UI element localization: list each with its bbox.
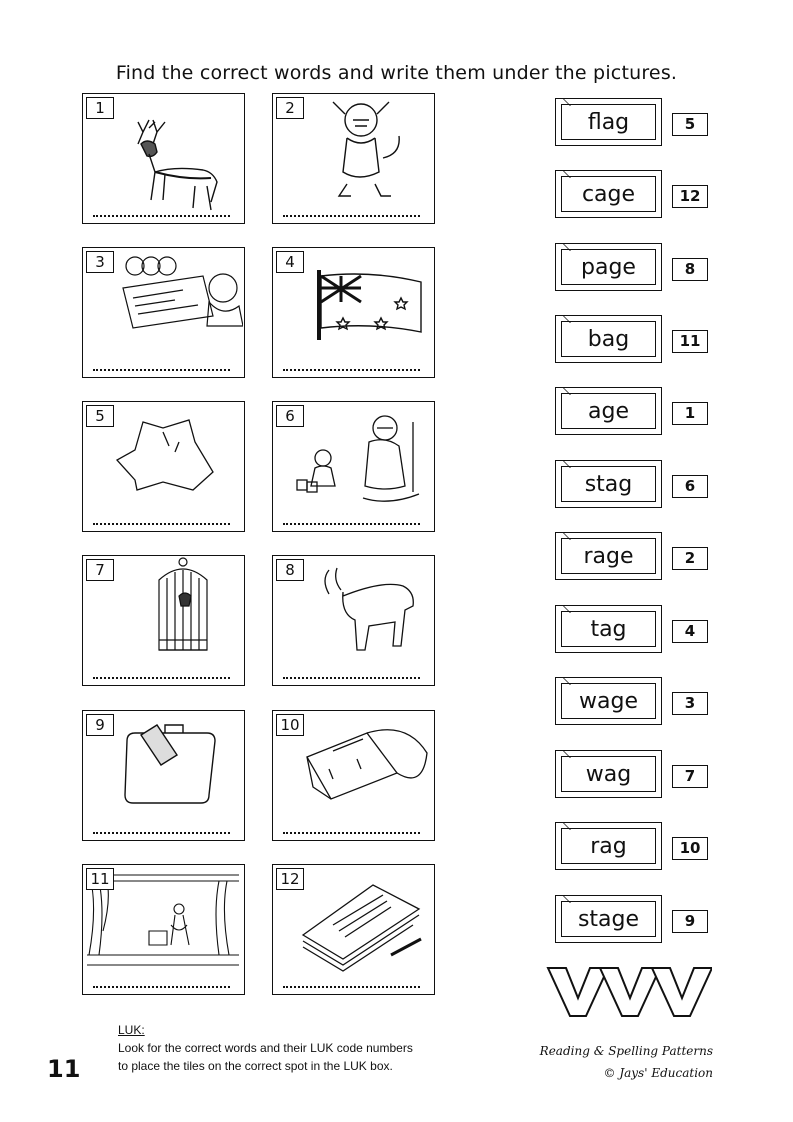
luk-code: 1 bbox=[672, 402, 708, 425]
luk-code: 6 bbox=[672, 475, 708, 498]
word-tile[interactable] bbox=[555, 387, 662, 435]
word-tile[interactable] bbox=[555, 532, 662, 580]
word-tile[interactable] bbox=[555, 170, 662, 218]
luk-code: 2 bbox=[672, 547, 708, 570]
tile-word: wage bbox=[561, 683, 656, 719]
picture-box-4 bbox=[272, 247, 435, 378]
tile-word: cage bbox=[561, 176, 656, 212]
vvv-logo-icon bbox=[546, 964, 712, 1020]
answer-line[interactable] bbox=[93, 215, 230, 217]
answer-line[interactable] bbox=[283, 369, 420, 371]
picture-number: 3 bbox=[86, 251, 114, 273]
luk-code: 10 bbox=[672, 837, 708, 860]
picture-box-11 bbox=[82, 864, 245, 995]
luk-code: 8 bbox=[672, 258, 708, 281]
page-number: 11 bbox=[47, 1055, 81, 1083]
picture-number: 10 bbox=[276, 714, 304, 736]
luk-code: 4 bbox=[672, 620, 708, 643]
luk-instructions bbox=[118, 1021, 413, 1075]
answer-line[interactable] bbox=[283, 986, 420, 988]
picture-box-12 bbox=[272, 864, 435, 995]
tile-word: stag bbox=[561, 466, 656, 502]
luk-code: 7 bbox=[672, 765, 708, 788]
tile-word: rag bbox=[561, 828, 656, 864]
tile-word: flag bbox=[561, 104, 656, 140]
word-tile[interactable] bbox=[555, 895, 662, 943]
tile-word: stage bbox=[561, 901, 656, 937]
answer-line[interactable] bbox=[93, 523, 230, 525]
picture-number: 2 bbox=[276, 97, 304, 119]
picture-number: 7 bbox=[86, 559, 114, 581]
answer-line[interactable] bbox=[283, 832, 420, 834]
answer-line[interactable] bbox=[283, 215, 420, 217]
picture-box-6 bbox=[272, 401, 435, 532]
picture-number: 6 bbox=[276, 405, 304, 427]
luk-code: 3 bbox=[672, 692, 708, 715]
word-tile[interactable] bbox=[555, 750, 662, 798]
picture-number: 11 bbox=[86, 868, 114, 890]
credit-line-1: Reading & Spelling Patterns bbox=[539, 1044, 713, 1058]
tile-word: rage bbox=[561, 538, 656, 574]
luk-line-1: Look for the correct words and their LUK code numbers bbox=[118, 1041, 413, 1055]
word-tile[interactable] bbox=[555, 243, 662, 291]
luk-code: 5 bbox=[672, 113, 708, 136]
picture-box-1 bbox=[82, 93, 245, 224]
picture-box-8 bbox=[272, 555, 435, 686]
answer-line[interactable] bbox=[93, 369, 230, 371]
picture-number: 9 bbox=[86, 714, 114, 736]
word-tile[interactable] bbox=[555, 605, 662, 653]
credit-line-2: © Jays' Education bbox=[603, 1066, 713, 1080]
luk-line-2: to place the tiles on the correct spot in the LUK box. bbox=[118, 1059, 393, 1073]
picture-box-3 bbox=[82, 247, 245, 378]
word-tile[interactable] bbox=[555, 460, 662, 508]
picture-number: 5 bbox=[86, 405, 114, 427]
picture-number: 12 bbox=[276, 868, 304, 890]
tile-word: age bbox=[561, 393, 656, 429]
picture-box-2 bbox=[272, 93, 435, 224]
picture-box-5 bbox=[82, 401, 245, 532]
picture-box-10 bbox=[272, 710, 435, 841]
answer-line[interactable] bbox=[93, 986, 230, 988]
luk-code: 12 bbox=[672, 185, 708, 208]
tile-word: page bbox=[561, 249, 656, 285]
word-tile[interactable] bbox=[555, 677, 662, 725]
luk-code: 11 bbox=[672, 330, 708, 353]
credit bbox=[540, 1040, 713, 1084]
answer-line[interactable] bbox=[283, 677, 420, 679]
word-tile[interactable] bbox=[555, 98, 662, 146]
tile-word: bag bbox=[561, 321, 656, 357]
word-tile[interactable] bbox=[555, 822, 662, 870]
picture-number: 1 bbox=[86, 97, 114, 119]
answer-line[interactable] bbox=[283, 523, 420, 525]
answer-line[interactable] bbox=[93, 677, 230, 679]
luk-heading: LUK: bbox=[118, 1023, 145, 1037]
word-tile[interactable] bbox=[555, 315, 662, 363]
answer-line[interactable] bbox=[93, 832, 230, 834]
luk-code: 9 bbox=[672, 910, 708, 933]
tile-word: tag bbox=[561, 611, 656, 647]
picture-number: 4 bbox=[276, 251, 304, 273]
picture-box-7 bbox=[82, 555, 245, 686]
picture-box-9 bbox=[82, 710, 245, 841]
tile-word: wag bbox=[561, 756, 656, 792]
page-title: Find the correct words and write them under the pictures. bbox=[115, 62, 678, 84]
picture-number: 8 bbox=[276, 559, 304, 581]
